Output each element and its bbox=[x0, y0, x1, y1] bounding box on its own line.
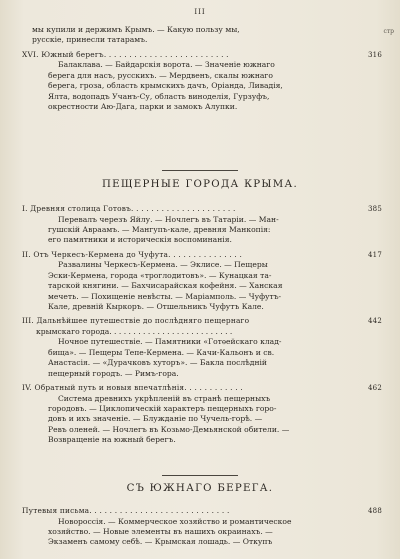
toc-entry-title: I. Древняя столица Готовъ. . . . . . . . . . . . . . . . . . . . . 385 bbox=[22, 204, 382, 213]
toc-page-number: 417 bbox=[368, 250, 382, 259]
toc-entry-title: XVI. Южный берегъ. . . . . . . . . . . . . . . . . . . . . . . . . 316 bbox=[22, 49, 382, 59]
toc-entry-desc-line: хозяйство. — Новые элементы въ нашихъ окраинахъ. — bbox=[48, 527, 273, 536]
toc-entry-title: IV. Обратный путь и новыя впечатлѣнія. . . . . . . . . . . . 462 bbox=[22, 383, 382, 393]
toc-entry-desc-line: Новороссія. — Коммерческое хозяйство и романтическое bbox=[58, 516, 292, 526]
toc-section-caves bbox=[22, 204, 382, 446]
toc-entry-desc-line: городовъ. — Циклопическій характеръ пещерныхъ горо- bbox=[48, 404, 277, 414]
continuation-line: мы купили и держимъ Крымъ. — Какую пользу мы, bbox=[32, 25, 240, 34]
toc-entry-desc-line: берега, гроза, область крымскихъ дачъ, Оріанда, Ливадія, bbox=[48, 81, 283, 91]
toc-entry-desc-line: Система древнихъ укрѣпленій въ странѣ пещерныхъ bbox=[58, 393, 271, 403]
toc-page-number: 488 bbox=[368, 507, 382, 515]
toc-entry-desc-line: Балаклава. — Байдарскія ворота. — Значеніе южнаго bbox=[58, 60, 275, 70]
toc-block-continuation bbox=[22, 25, 382, 112]
toc-page-number: 316 bbox=[368, 50, 382, 59]
toc-entry-desc-line: Перевалъ черезъ Яйлу. — Ночлегъ въ Татаріи. — Ман- bbox=[58, 214, 279, 224]
toc-entry-desc-line: его памятники и историческія воспоминанія. bbox=[48, 235, 232, 245]
toc-entry-desc-line: Ялта, водопадъ Учанъ-Су, область виноделія, Гурзуфъ, bbox=[48, 91, 270, 101]
toc-entry-desc-line: окрестности Аю-Дага, парки и замокъ Алупки. bbox=[48, 102, 238, 112]
toc-entry-desc-line: мечеть. — Похищеніе невѣсты. — Маріамполь. — Чуфутъ- bbox=[48, 291, 282, 301]
section-title: ПЕЩЕРНЫЕ ГОРОДА КРЫМА. bbox=[101, 179, 299, 190]
toc-entry-desc-line: тарской княгини. — Бахчисарайская кофейня. — Ханская bbox=[48, 281, 283, 291]
toc-page-number: 442 bbox=[368, 317, 382, 326]
continuation-line: русскіе, принесли татарамъ. bbox=[32, 35, 148, 45]
toc-entry-desc-line: Ночное путешествіе. — Памятники «Готѳейскаго клад- bbox=[58, 337, 282, 347]
toc-entry-desc-line: гушскій Авраамъ. — Мангупъ-кале, древняя Манкопія: bbox=[48, 225, 271, 234]
toc-entry-desc-line: Ревъ оленей. — Ночлегъ въ Козьмо-Демьянской обители. — bbox=[48, 424, 290, 434]
toc-entry-desc-line: берега для насъ, русскихъ. — Мердвенъ, скалы южнаго bbox=[48, 70, 273, 80]
toc-page-number: 385 bbox=[368, 205, 382, 213]
toc-page-number: 462 bbox=[368, 384, 382, 393]
section-title: СЪ ЮЖНАГО БЕРЕГА. bbox=[126, 483, 274, 494]
toc-entry-desc-line: пещерный городъ. — Римъ-гора. bbox=[48, 368, 179, 378]
section-divider bbox=[162, 475, 238, 476]
toc-entry-desc-line: довъ и ихъ значеніе. — Блужданіе по Чучель-горѣ. — bbox=[48, 414, 263, 424]
toc-entry-desc-line: бища». — Пещеры Тепе-Кермена. — Качи-Кальонъ и св. bbox=[48, 347, 275, 357]
section-divider bbox=[162, 170, 238, 171]
margin-note: стр bbox=[383, 28, 394, 35]
toc-section-south-coast bbox=[22, 506, 382, 548]
toc-entry-title: Путевыя письма. . . . . . . . . . . . . . . . . . . . . . . . . . . . 488 bbox=[22, 506, 382, 515]
page-number: III bbox=[194, 8, 206, 16]
toc-entry-desc-line: Возвращеніе на южный берегъ. bbox=[48, 435, 176, 445]
toc-entry-desc-line: крымскаго города. . . . . . . . . . . . . . . . . . . . . . . . . . bbox=[36, 327, 233, 337]
toc-entry-desc-line: Анастасія. — «Дурачковъ хуторъ». — Бакла послѣдній bbox=[48, 358, 267, 368]
toc-entry-desc-line: Кале, древній Кыркоръ. — Отшельникъ Чуфутъ Кале. bbox=[48, 302, 264, 312]
toc-entry-title: III. Дальнѣйшее путешествіе до послѣдняго пещернаго 442 bbox=[22, 316, 382, 326]
toc-entry-title: II. Отъ Черкесъ-Кермена до Чуфута. . . . . . . . . . . . . . . 417 bbox=[22, 249, 382, 259]
toc-entry-desc-line: Эски-Кермена, города «троглодитовъ». — Кунацкая та- bbox=[48, 270, 272, 280]
toc-entry-desc-line: Экзаменъ самому себѣ. — Крымская лошадь. — Откупъ bbox=[48, 537, 273, 547]
toc-entry-desc-line: Развалины Черкесъ-Кермена. — Эклисе. — Пещеры bbox=[58, 260, 268, 270]
